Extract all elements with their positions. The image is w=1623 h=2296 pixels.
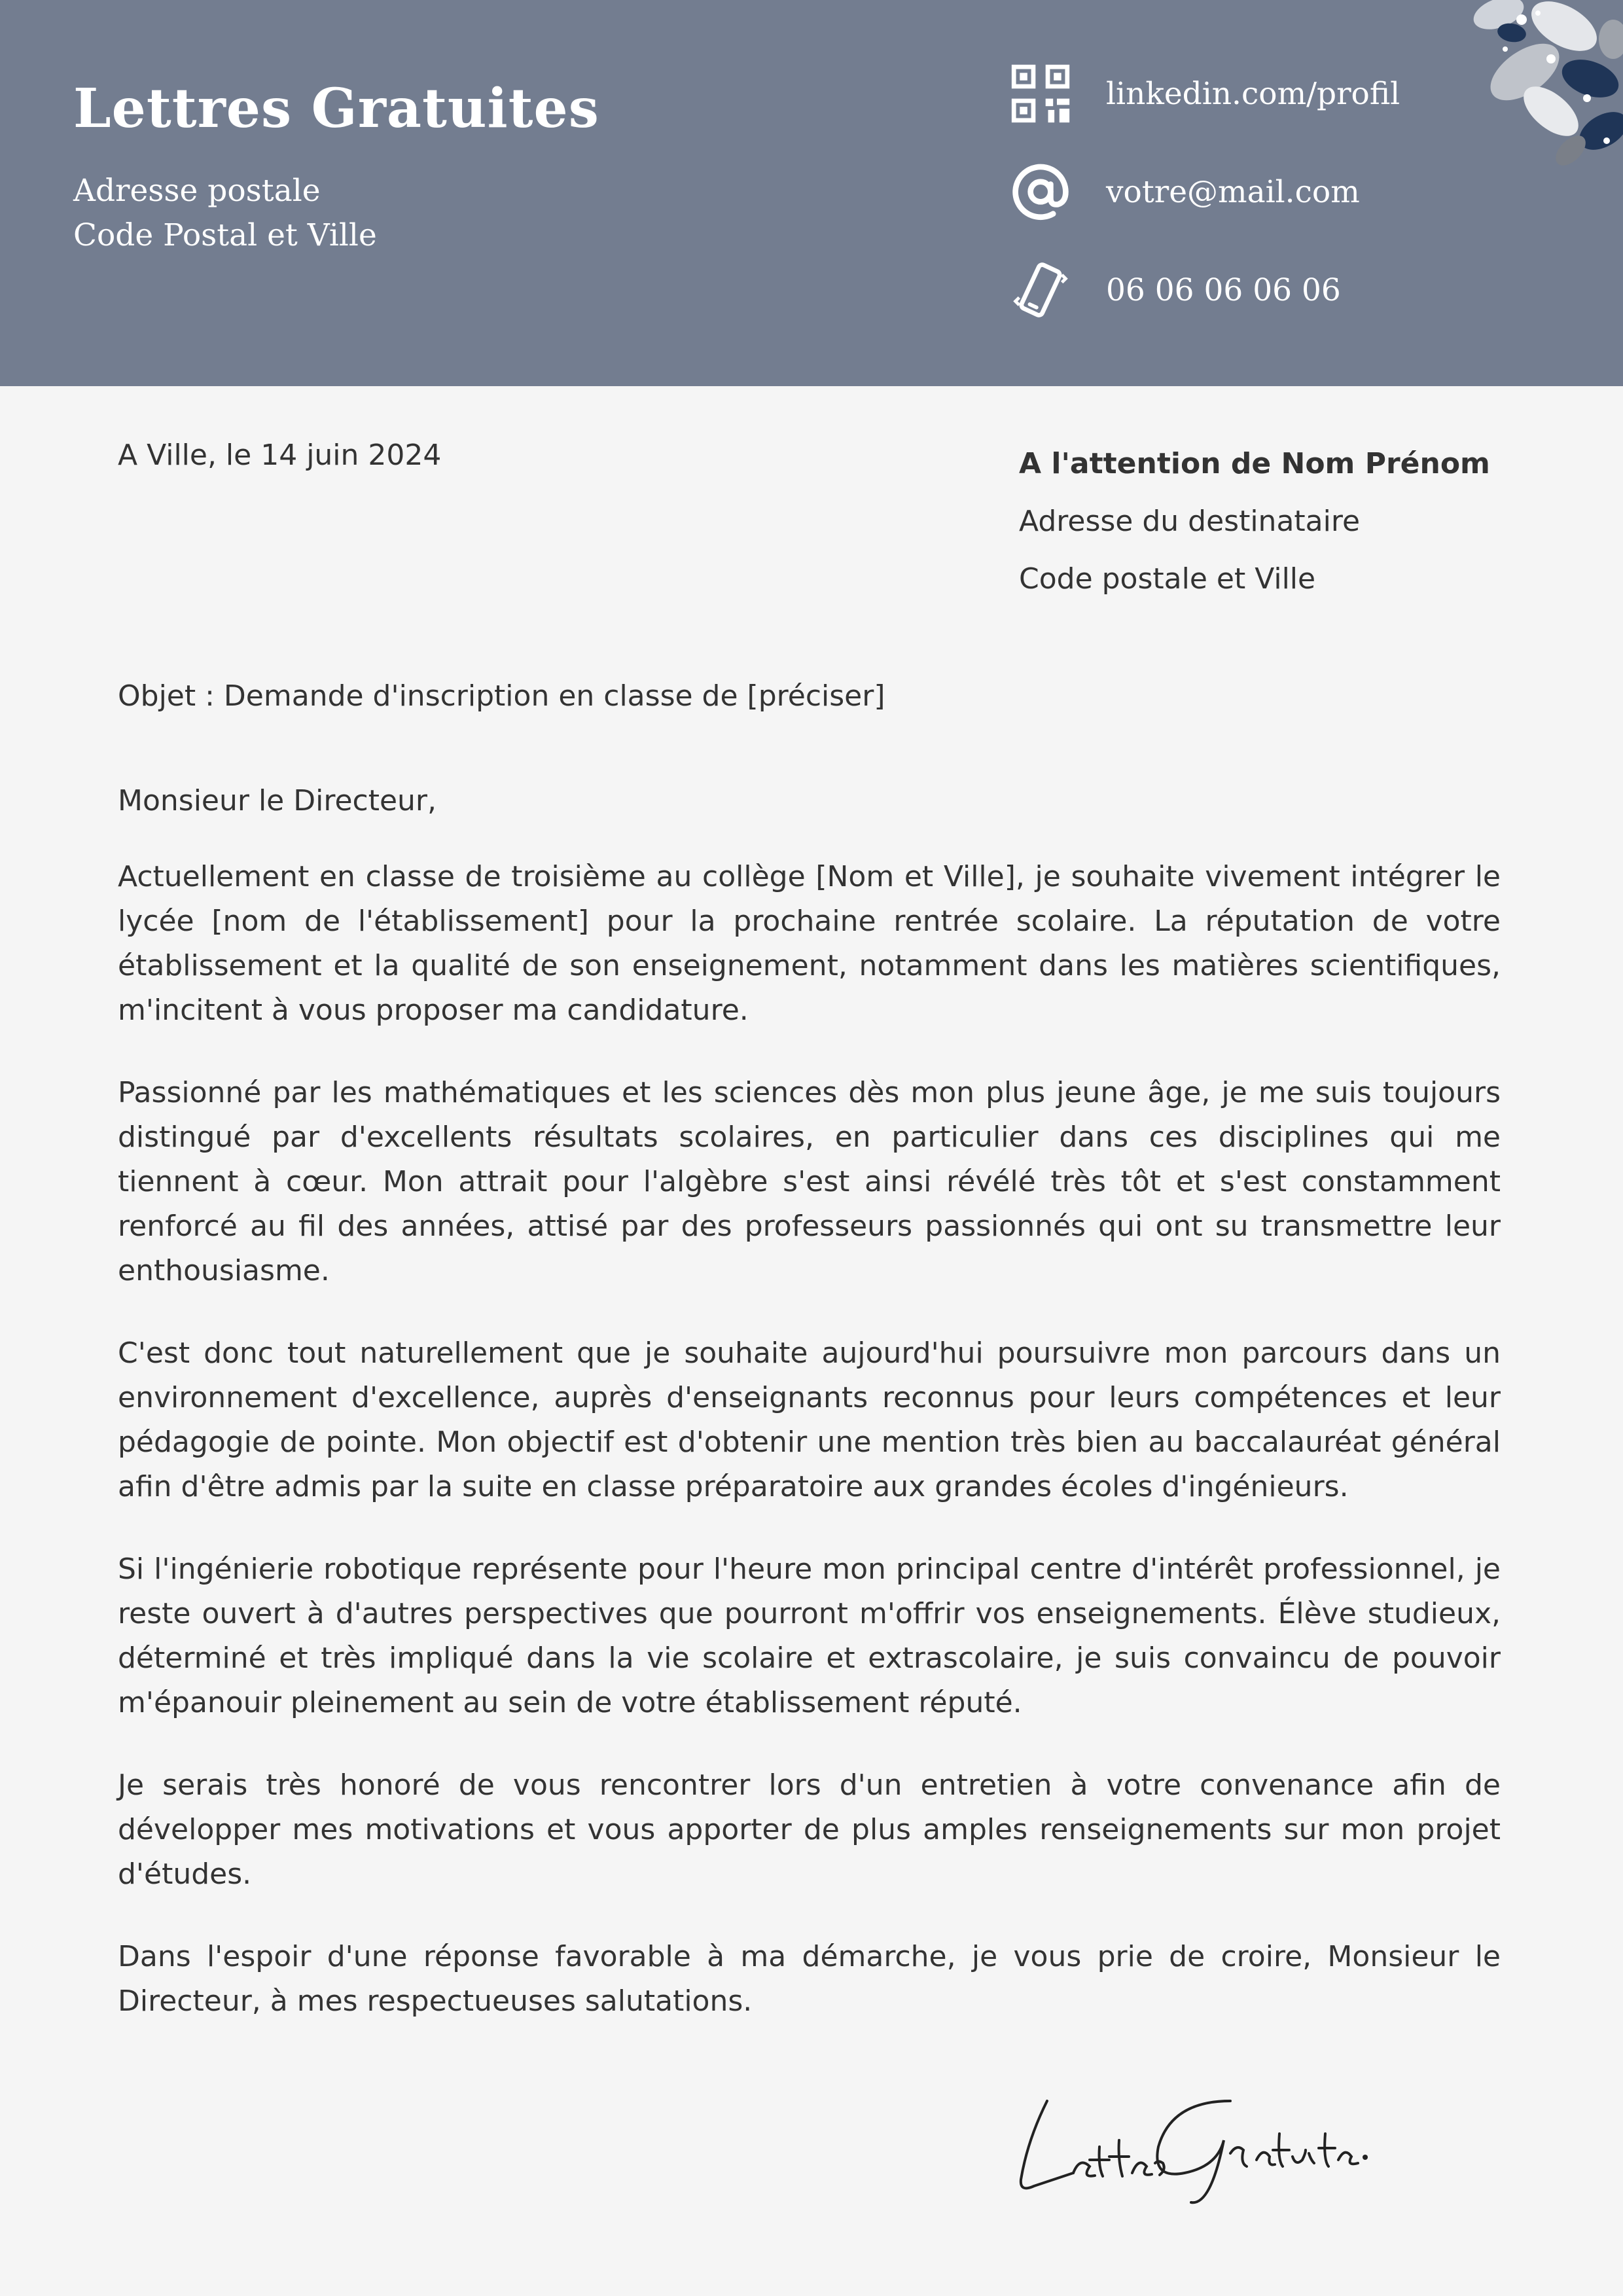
- recipient-address: Adresse du destinataire: [1019, 505, 1361, 538]
- sender-city-line: Code Postal et Ville: [73, 217, 377, 253]
- date-place: A Ville, le 14 juin 2024: [118, 439, 442, 472]
- sender-address-line: Adresse postale: [73, 173, 321, 209]
- sender-address: [73, 169, 377, 258]
- floral-decoration: [1472, 0, 1623, 196]
- phone-icon: [1008, 257, 1073, 323]
- contact-phone: [1008, 254, 1466, 326]
- contact-email: [1008, 156, 1466, 228]
- letter-paragraph: Si l'ingénierie robotique représente pour l'heure mon principal centre d'intérêt professionnel, je reste ouvert à d'autres perspectives que pourront m'offrir vos enseignements. Élève studieux, déterminé et très impliqué dans la vie scolaire et extrascolaire, je suis convaincu de pouvoir m'épanouir pleinement au sein de votre établissement réputé.: [118, 1552, 1501, 1719]
- letter-body: [118, 674, 1501, 2062]
- linkedin-text: linkedin.com/profil: [1106, 75, 1400, 112]
- phone-text: 06 06 06 06 06: [1106, 272, 1341, 308]
- letter-paragraph: Dans l'espoir d'une réponse favorable à ma démarche, je vous prie de croire, Monsieur le Directeur, à mes respectueuses salutations.: [118, 1940, 1501, 2018]
- letter-paragraph: C'est donc tout naturellement que je souhaite aujourd'hui poursuivre mon parcours dans un environnement d'excellence, auprès d'enseignants reconnus pour leurs compétences et leur pédagogie de pointe. Mon objectif est d'obtenir une mention très bien au baccalauréat général afin d'être admis par la suite en classe préparatoire aux grandes écoles d'ingénieurs.: [118, 1336, 1501, 1503]
- letter-header: [0, 0, 1623, 386]
- recipient-block: [1019, 435, 1490, 608]
- letter-paragraph: Passionné par les mathématiques et les sciences dès mon plus jeune âge, je me suis toujours distingué par d'excellents résultats scolaires, en particulier dans ces disciplines qui me tiennent à cœur. Mon attrait pour l'algèbre s'est ainsi révélé très tôt et s'est constamment renforcé au fil des années, attisé par des professeurs passionnés qui ont su transmettre leur enthousiasme.: [118, 1076, 1501, 1287]
- letter-subject: Objet : Demande d'inscription en classe de [préciser]: [118, 679, 885, 713]
- recipient-city: Code postale et Ville: [1019, 562, 1316, 596]
- recipient-name: A l'attention de Nom Prénom: [1019, 447, 1490, 480]
- sender-name: Lettres Gratuites: [73, 77, 599, 140]
- handwritten-signature: [1001, 2075, 1394, 2206]
- letter-paragraph: Actuellement en classe de troisième au collège [Nom et Ville], je souhaite vivement intégrer le lycée [nom de l'établissement] pour la prochaine rentrée scolaire. La réputation de votre établissement et la qualité de son enseignement, notamment dans les matières scientifiques, m'incitent à vous proposer ma candidature.: [118, 860, 1501, 1027]
- qr-code-icon: [1008, 61, 1073, 126]
- letter-paragraph: Je serais très honoré de vous rencontrer lors d'un entretien à votre convenance afin de développer mes motivations et vous apporter de plus amples renseignements sur mon projet d'études.: [118, 1768, 1501, 1891]
- at-sign-icon: [1008, 159, 1073, 224]
- email-text: votre@mail.com: [1106, 173, 1360, 210]
- letter-salutation: Monsieur le Directeur,: [118, 784, 437, 817]
- contact-linkedin: [1008, 58, 1466, 130]
